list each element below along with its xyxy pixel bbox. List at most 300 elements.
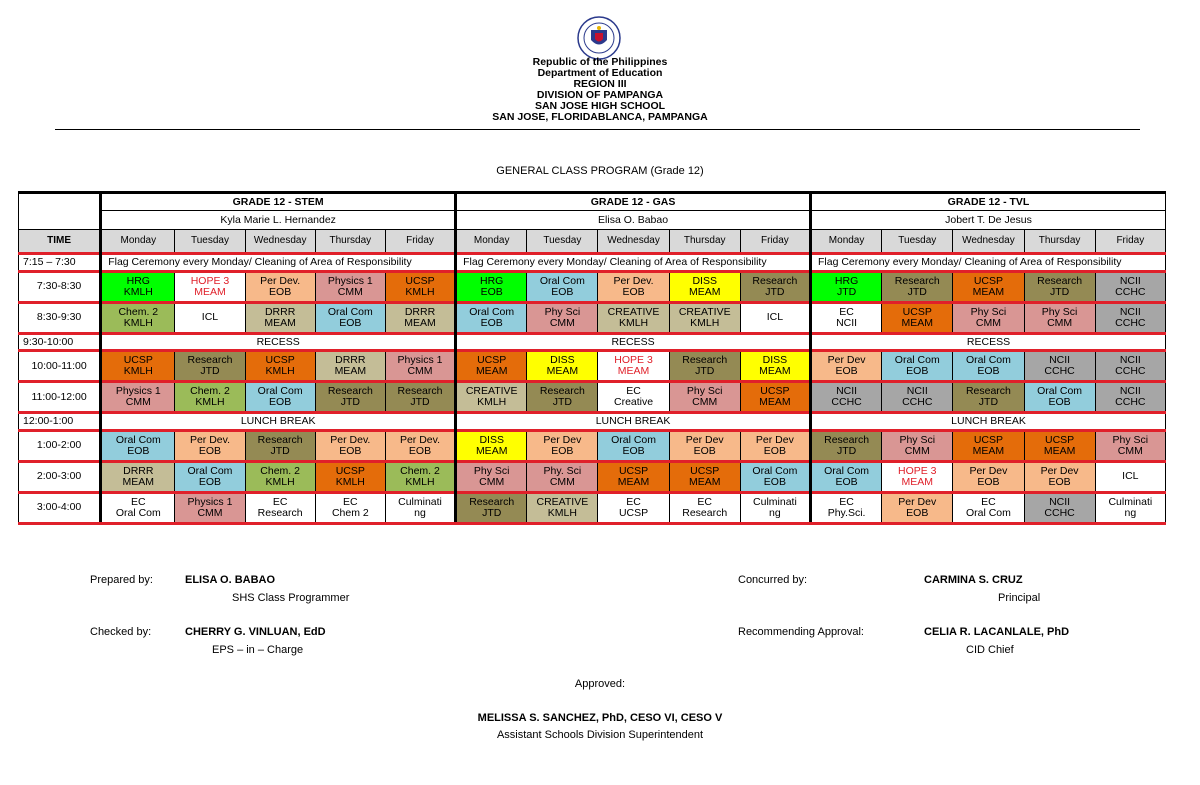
subject: UCSP [760,385,790,397]
subject: EC [981,495,996,508]
teacher-code: EOB [1048,396,1071,408]
subject: HOPE 3 [614,354,653,366]
prepared-by-title: SHS Class Programmer [232,592,350,604]
schedule-cell [953,430,1024,461]
flag-ceremony-banner: Flag Ceremony every Monday/ Cleaning of Area of Responsibility [456,254,811,272]
subject: Per Dev [827,354,866,366]
teacher-code: CMM [1117,444,1143,457]
teacher-code: Creative [613,396,654,408]
subject: UCSP [973,433,1004,446]
schedule-cell [1024,351,1095,382]
subject: Culminati [753,495,797,508]
schedule-cell [245,271,315,302]
adviser-gas: Elisa O. Babao [456,211,811,230]
teacher-code: EOB [551,285,574,298]
subject: Chem. 2 [400,464,440,477]
teacher-code: KMLH [195,396,225,408]
teacher-code: JTD [552,396,572,408]
teacher-code: MEAM [546,365,579,377]
subject: Per Dev [685,433,724,446]
section-header-stem: GRADE 12 - STEM [101,193,456,211]
checked-by-title: EPS – in – Charge [212,644,304,656]
schedule-cell [527,461,598,492]
subject: CREATIVE [536,495,589,508]
teacher-code: KMLH [405,285,435,298]
recommending-approval-name: CELIA R. LACANLALE, PhD [924,626,1070,638]
schedule-cell [669,430,740,461]
schedule-cell [669,382,740,413]
subject: NCII [1049,354,1071,366]
adviser-stem: Kyla Marie L. Hernandez [101,211,456,230]
day-header-wednesday: Wednesday [953,230,1024,254]
schedule-cell [953,351,1024,382]
teacher-code: Phy.Sci. [827,506,866,519]
subject: Per Dev [898,495,937,508]
schedule-cell [245,302,315,333]
subject: DRRR [123,464,154,477]
subject: NCII [1119,274,1141,287]
schedule-cell [245,492,315,523]
subject: Oral Com [894,354,940,366]
teacher-code: JTD [270,444,290,457]
subject: Phy Sci [899,433,936,446]
schedule-cell [1024,271,1095,302]
subject: UCSP [1045,433,1075,446]
subject: NCII [1119,354,1141,366]
teacher-code: MEAM [688,285,721,298]
subject: HOPE 3 [190,274,230,287]
teacher-code: Oral Com [115,506,161,519]
lunch-break-banner: LUNCH BREAK [101,413,456,431]
teacher-code: CMM [125,396,151,408]
teacher-code: KMLH [265,365,295,377]
day-header-tuesday: Tuesday [882,230,953,254]
schedule-cell [598,302,669,333]
day-header-thursday: Thursday [1024,230,1095,254]
subject: UCSP [335,464,365,477]
day-header-tuesday: Tuesday [175,230,245,254]
subject: NCII [906,385,928,397]
teacher-code: EOB [763,475,786,488]
teacher-code: MEAM [194,285,226,298]
deped-seal-logo [577,16,621,60]
section-header-gas: GRADE 12 - GAS [456,193,811,211]
schedule-cell [315,492,385,523]
subject: UCSP [973,274,1004,287]
subject: Oral Com [752,464,798,477]
teacher-code: EOB [763,444,786,457]
subject: Oral Com [469,305,515,318]
subject: UCSP [123,354,153,366]
subject: DRRR [404,305,436,318]
teacher-code: MEAM [972,285,1005,298]
teacher-code: CMM [479,475,505,488]
lunch-break-banner: LUNCH BREAK [456,413,811,431]
lunch-break-banner: LUNCH BREAK [811,413,1166,431]
subject: Research [824,433,870,446]
subject: Chem. 2 [118,305,159,318]
subject: ICL [1122,470,1139,482]
teacher-code: CMM [337,285,363,298]
teacher-code: EOB [835,475,858,488]
recess-banner: RECESS [101,333,456,351]
subject: Research [752,274,798,287]
subject: Research [894,274,940,287]
teacher-code: KMLH [123,316,153,329]
teacher-code: ng [414,506,426,519]
schedule-cell [1024,430,1095,461]
schedule-cell [456,271,527,302]
teacher-code: CMM [904,444,930,457]
teacher-code: EOB [269,396,292,408]
teacher-code: MEAM [972,444,1005,457]
schedule-cell [882,382,953,413]
subject: Phy Sci [1041,305,1078,318]
schedule-cell [811,271,882,302]
subject: EC [626,495,641,508]
teacher-code: KMLH [477,396,507,408]
schedule-cell [740,271,810,302]
teacher-code: CMM [407,365,433,377]
schedule-cell [245,430,315,461]
teacher-code: KMLH [405,475,435,488]
subject: ICL [201,311,219,323]
teacher-code: JTD [200,365,220,377]
subject: Per Dev. [399,433,441,446]
schedule-cell [456,302,527,333]
class-program-table [18,191,1166,525]
subject: EC [839,305,854,318]
schedule-cell [740,302,810,333]
teacher-code: EOB [198,444,222,457]
teacher-code: Research [682,506,728,519]
teacher-code: CCHC [831,396,862,408]
header-line-school: SAN JOSE HIGH SCHOOL [534,100,666,112]
teacher-code: EOB [622,285,645,298]
teacher-code: EOB [339,316,362,329]
time-slot: 3:00-4:00 [19,492,101,523]
lunch-break-time: 12:00-1:00 [19,413,101,431]
subject: Oral Com [539,274,585,287]
schedule-cell [669,351,740,382]
subject: Culminati [398,495,442,508]
day-header-monday: Monday [456,230,527,254]
schedule-cell [882,492,953,523]
header-divider [55,129,1140,130]
teacher-code: CCHC [1115,285,1146,298]
subject: Oral Com [1037,385,1083,397]
recess-banner: RECESS [456,333,811,351]
schedule-cell [953,271,1024,302]
flag-ceremony-time: 7:15 – 7:30 [19,254,101,272]
schedule-cell [385,492,455,523]
subject: Physics 1 [187,495,233,508]
teacher-code: Oral Com [965,506,1011,519]
subject: UCSP [618,464,649,477]
teacher-code: EOB [835,365,858,377]
schedule-cell [315,302,385,333]
adviser-tvl: Jobert T. De Jesus [811,211,1166,230]
teacher-code: CCHC [902,396,933,408]
schedule-cell [527,351,598,382]
schedule-cell [1024,382,1095,413]
schedule-cell [385,302,455,333]
schedule-cell [101,271,175,302]
subject: Oral Com [824,464,870,477]
day-header-wednesday: Wednesday [245,230,315,254]
teacher-code: EOB [977,365,1000,377]
concurred-by-label: Concurred by: [738,574,808,586]
subject: Phy Sci [1112,433,1149,446]
schedule-cell [811,461,882,492]
subject: Phy Sci [544,305,581,318]
teacher-code: EOB [480,316,503,329]
teacher-code: EOB [622,444,645,457]
subject: UCSP [477,354,507,366]
day-header-friday: Friday [385,230,455,254]
teacher-code: JTD [765,285,785,298]
subject: ICL [766,311,784,323]
schedule-cell [882,351,953,382]
schedule-cell [953,492,1024,523]
header-line-address: SAN JOSE, FLORIDABLANCA, PAMPANGA [492,111,708,123]
teacher-code: JTD [836,285,857,298]
schedule-cell [101,382,175,413]
subject: UCSP [265,354,295,366]
schedule-cell [527,430,598,461]
subject: CREATIVE [678,305,731,318]
schedule-cell [953,461,1024,492]
day-header-monday: Monday [811,230,882,254]
recess-time: 9:30-10:00 [19,333,101,351]
teacher-code: EOB [339,444,362,457]
schedule-cell [598,351,669,382]
header-line-division: DIVISION OF PAMPANGA [536,89,664,101]
subject: DISS [479,433,504,446]
schedule-cell [882,302,953,333]
time-slot: 11:00-12:00 [19,382,101,413]
schedule-cell [811,351,882,382]
subject: NCII [836,385,858,397]
subject: CREATIVE [465,385,518,397]
teacher-code: CMM [549,316,575,329]
schedule-cell [245,382,315,413]
subject: Research [327,385,373,397]
schedule-cell [811,302,882,333]
subject: Physics 1 [115,385,161,397]
day-header-monday: Monday [101,230,175,254]
subject: EC [343,495,358,508]
teacher-code: MEAM [759,396,791,408]
subject: Per Dev [969,464,1008,477]
schedule-cell [456,461,527,492]
schedule-cell [175,302,245,333]
subject: Oral Com [257,385,303,397]
subject: DRRR [335,354,366,366]
schedule-cell [598,430,669,461]
subject: Phy Sci [970,305,1007,318]
approved-label: Approved: [574,678,626,690]
schedule-cell [456,492,527,523]
subject: UCSP [902,305,932,318]
prepared-by-label: Prepared by: [90,574,153,586]
schedule-cell [1095,430,1165,461]
schedule-cell [669,492,740,523]
teacher-code: JTD [978,396,999,408]
teacher-code: MEAM [264,316,296,329]
subject: NCII [1049,495,1071,508]
schedule-cell [315,430,385,461]
schedule-cell [527,382,598,413]
schedule-cell [740,382,810,413]
subject: Chem. 2 [190,385,230,397]
subject: Oral Com [611,433,656,446]
concurred-by-name: CARMINA S. CRUZ [924,574,1023,586]
schedule-cell [882,430,953,461]
subject: HRG [834,274,859,287]
teacher-code: MEAM [475,365,508,377]
subject: Oral Com [187,464,233,477]
schedule-cell [669,271,740,302]
schedule-cell [598,492,669,523]
schedule-cell [740,351,810,382]
approved-name: MELISSA S. SANCHEZ, PhD, CESO VI, CESO V [477,712,723,724]
schedule-cell [315,271,385,302]
teacher-code: EOB [1048,475,1071,488]
schedule-cell [245,351,315,382]
subject: DRRR [264,305,296,318]
teacher-code: KMLH [123,285,153,298]
schedule-cell [811,382,882,413]
schedule-cell [1095,461,1165,492]
subject: Culminati [1108,495,1153,508]
teacher-code: NCII [836,316,858,329]
subject: Research [539,385,585,397]
schedule-cell [101,461,175,492]
teacher-code: CCHC [1044,506,1075,519]
teacher-code: EOB [480,285,503,298]
prepared-by-name: ELISA O. BABAO [185,574,276,586]
schedule-cell [385,271,455,302]
subject: HRG [480,274,504,287]
subject: Oral Com [327,305,373,318]
subject: Per Dev. [613,274,654,287]
teacher-code: JTD [836,444,857,457]
time-slot: 1:00-2:00 [19,430,101,461]
teacher-code: EOB [906,506,929,519]
schedule-cell [385,351,455,382]
teacher-code: JTD [1049,285,1070,298]
teacher-code: MEAM [759,365,791,377]
subject: EC [839,495,854,508]
subject: Oral Com [115,433,161,446]
schedule-cell [456,430,527,461]
teacher-code: JTD [482,506,502,519]
schedule-cell [669,302,740,333]
teacher-code: CCHC [1044,365,1075,377]
teacher-code: Chem 2 [331,506,369,519]
day-header-friday: Friday [1095,230,1165,254]
schedule-cell [1095,271,1165,302]
teacher-code: ng [769,506,781,519]
flag-ceremony-banner: Flag Ceremony every Monday/ Cleaning of Area of Responsibility [101,254,456,272]
teacher-code: CMM [549,475,575,488]
subject: Per Dev. [189,433,231,446]
subject: NCII [1119,305,1141,318]
subject: HOPE 3 [898,464,937,477]
subject: Research [187,354,233,366]
checked-by-name: CHERRY G. VINLUAN, EdD [185,626,326,638]
teacher-code: EOB [408,444,432,457]
subject: EC [697,495,712,508]
schedule-cell [1024,302,1095,333]
time-slot: 10:00-11:00 [19,351,101,382]
concurred-by-title: Principal [998,592,1041,604]
schedule-cell [1095,492,1165,523]
day-header-friday: Friday [740,230,810,254]
schedule-cell [1024,492,1095,523]
subject: UCSP [405,274,435,287]
subject: Phy Sci [686,385,723,397]
teacher-code: CCHC [1115,396,1146,408]
subject: NCII [1119,385,1141,397]
teacher-code: EOB [269,285,292,298]
schedule-cell [456,382,527,413]
teacher-code: JTD [907,285,927,298]
teacher-code: EOB [551,444,574,457]
schedule-cell [1095,351,1165,382]
header-line-department: Department of Education [537,67,663,79]
header-line-region: REGION III [573,78,627,90]
schedule-cell [740,492,810,523]
schedule-cell [245,461,315,492]
schedule-cell [527,492,598,523]
schedule-cell [1095,382,1165,413]
subject: EC [272,495,288,508]
subject: EC [626,385,641,397]
teacher-code: JTD [695,365,715,377]
schedule-cell [740,461,810,492]
teacher-code: CMM [692,396,718,408]
subject: DISS [762,354,788,366]
schedule-cell [101,351,175,382]
time-slot: 8:30-9:30 [19,302,101,333]
teacher-code: EOB [693,444,716,457]
subject: UCSP [690,464,720,477]
teacher-code: MEAM [901,316,933,329]
approved-title: Assistant Schools Division Superintendent [496,729,704,741]
time-header: TIME [19,230,101,254]
teacher-code: JTD [340,396,360,408]
subject: Per Dev [543,433,582,446]
subject: Chem. 2 [260,464,300,477]
teacher-code: MEAM [901,475,933,488]
subject: HRG [126,274,150,287]
page-title: GENERAL CLASS PROGRAM (Grade 12) [496,165,704,177]
schedule-cell [882,461,953,492]
teacher-code: KMLH [690,316,720,329]
schedule-cell [385,430,455,461]
subject: Research [469,495,515,508]
teacher-code: UCSP [618,506,649,519]
day-header-tuesday: Tuesday [527,230,598,254]
time-slot: 7:30-8:30 [19,271,101,302]
teacher-code: MEAM [1043,444,1076,457]
recess-banner: RECESS [811,333,1166,351]
teacher-code: CMM [1047,316,1073,329]
schedule-cell [598,271,669,302]
schedule-cell [456,351,527,382]
